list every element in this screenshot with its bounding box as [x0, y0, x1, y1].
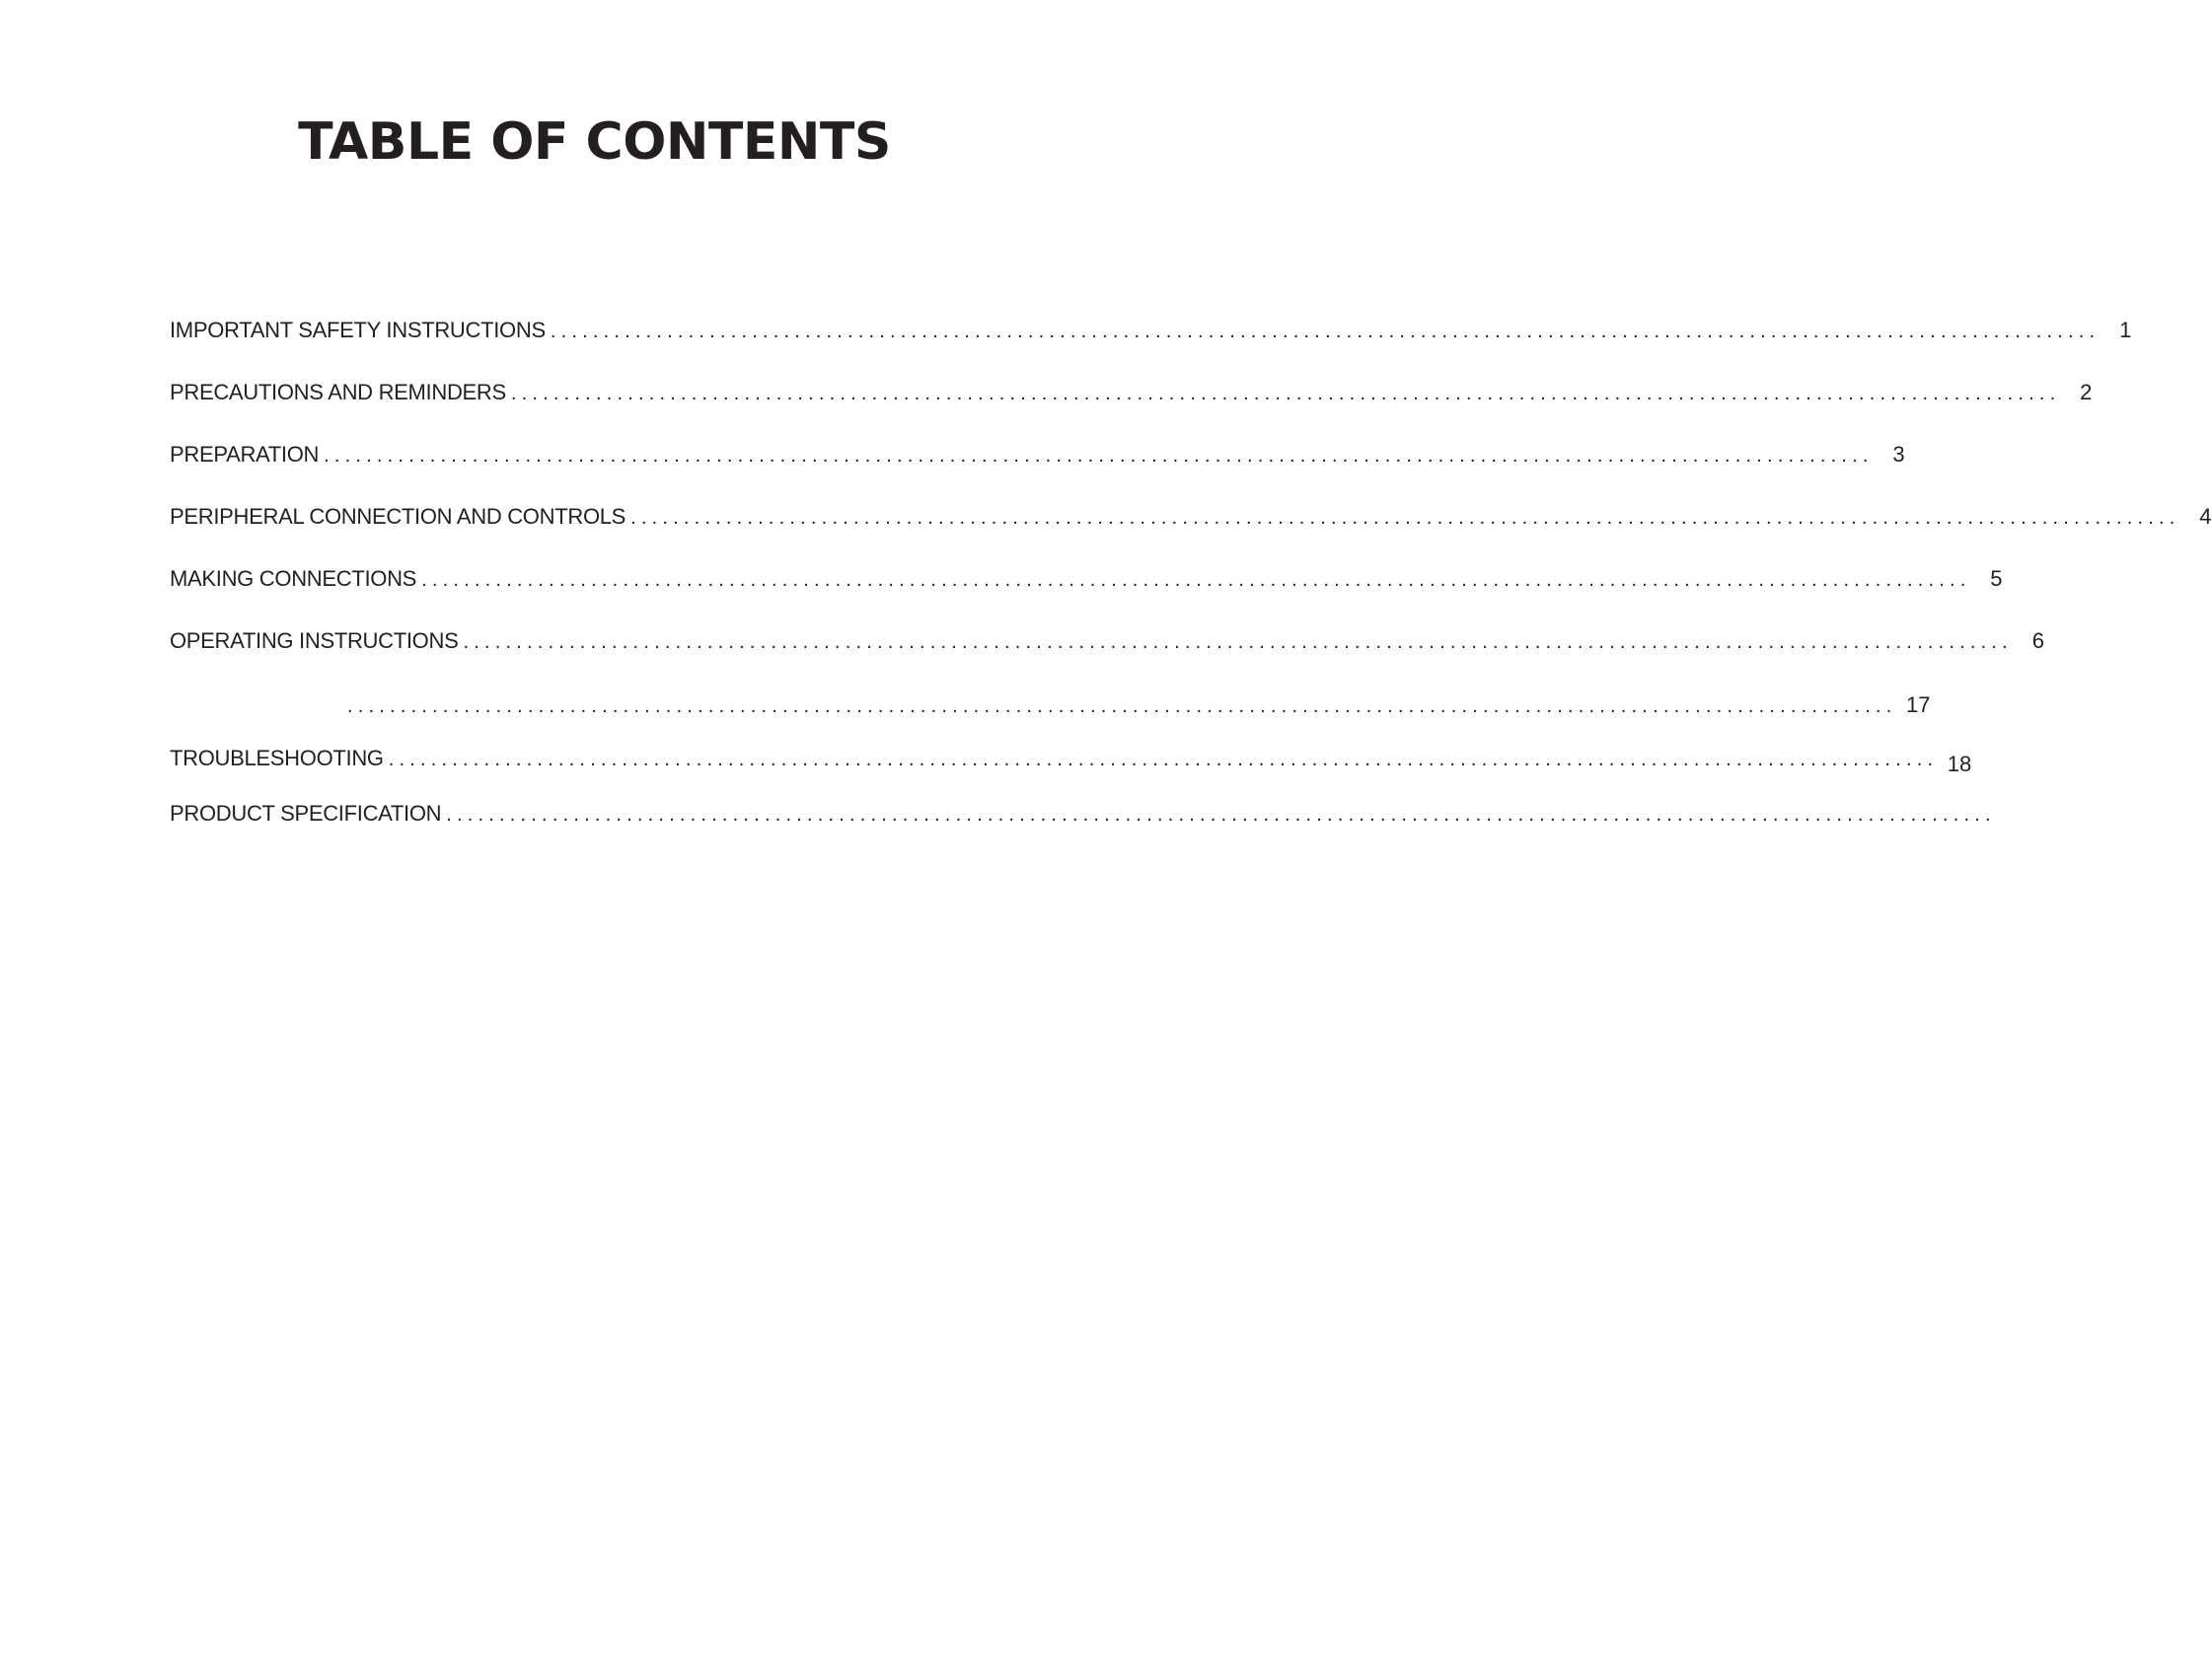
toc-entry-label: PERIPHERAL CONNECTION AND CONTROLS [170, 504, 627, 529]
toc-dot-leader: .................................................................................................................................................. [510, 383, 2061, 404]
toc-dot-leader: .................................................................................................................................................. [388, 749, 1939, 770]
toc-entry-page: 18 [1947, 752, 1972, 776]
toc-entry-page: 5 [1990, 566, 2003, 591]
toc-entry-page: 1 [2119, 318, 2132, 342]
toc-entry-page: 4 [2199, 504, 2212, 529]
toc-dot-leader: .................................................................................................................................................. [630, 507, 2180, 529]
toc-entry [170, 378, 2093, 407]
toc-entry [170, 316, 2132, 345]
toc-dot-leader: .................................................................................................................................................. [421, 569, 1971, 591]
toc-entry [170, 744, 1972, 776]
toc-entry-label: OPERATING INSTRUCTIONS [170, 628, 459, 653]
toc-dot-leader: .................................................................................................................................................. [550, 321, 2101, 342]
toc-dot-leader: .................................................................................................................................................. [347, 695, 1897, 717]
toc-entry [170, 564, 2003, 594]
toc-entry-page: 6 [2031, 628, 2044, 653]
toc-entry-label: PREPARATION [170, 442, 320, 467]
toc-entry-label: IMPORTANT SAFETY INSTRUCTIONS [170, 318, 546, 342]
toc-entry-page: 3 [1892, 442, 1905, 467]
toc-entry-label: TROUBLESHOOTING [170, 746, 384, 770]
toc-entry [170, 440, 1905, 469]
toc-entry [170, 502, 2212, 532]
toc-entry [170, 626, 2044, 656]
toc-entry [170, 799, 1996, 829]
toc-entry-page: 2 [2080, 380, 2093, 404]
toc-entry-label: MAKING CONNECTIONS [170, 566, 417, 591]
toc-entry [347, 690, 1931, 720]
toc-dot-leader: .................................................................................................................................................. [446, 804, 1996, 826]
toc-entry-label: PRECAUTIONS AND REMINDERS [170, 380, 506, 404]
toc-entry-label: PRODUCT SPECIFICATION [170, 801, 442, 826]
toc-dot-leader: .................................................................................................................................................. [324, 445, 1874, 467]
page-title: TABLE OF CONTENTS [298, 112, 891, 172]
toc-entry-page: 17 [1906, 692, 1931, 717]
toc-dot-leader: .................................................................................................................................................. [463, 631, 2013, 653]
